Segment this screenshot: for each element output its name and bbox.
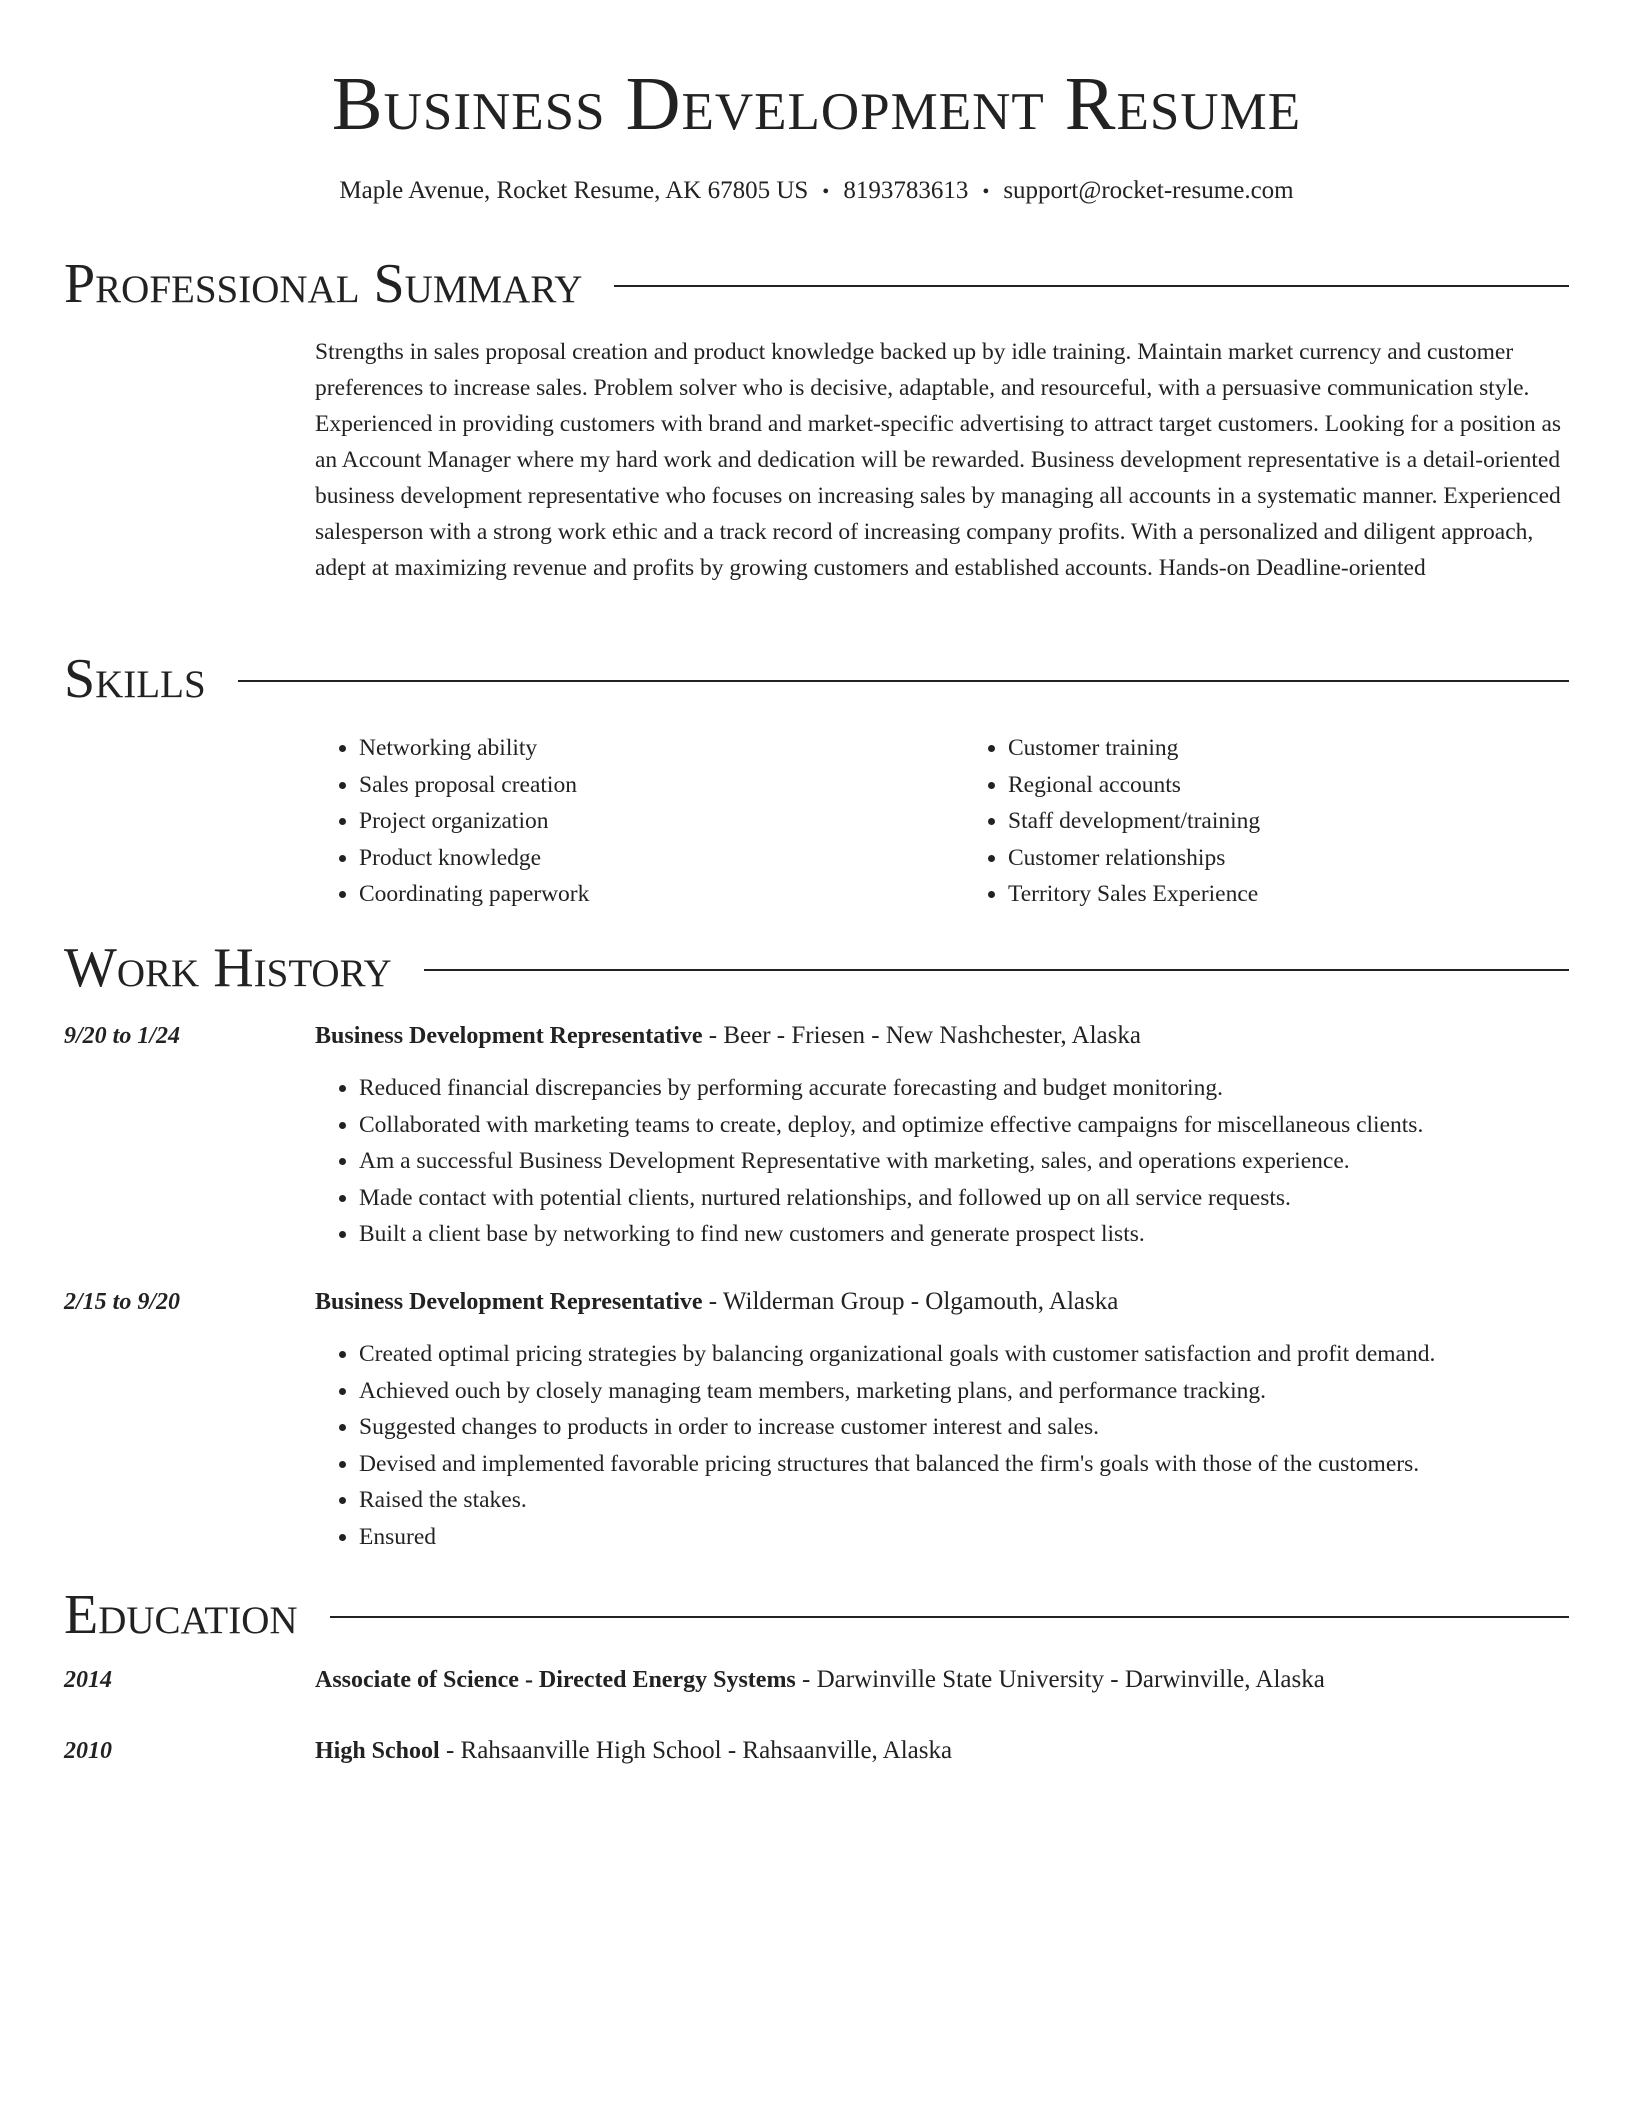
job-title-line: [315, 1284, 1569, 1320]
resume-title: Business Development Resume: [331, 62, 1302, 146]
job-bullet: • Collaborated with marketing teams to create, deploy, and optimize effective campaigns for miscellaneous clients.: [359, 1107, 1569, 1144]
skill-item: • Customer relationships: [1008, 840, 1569, 877]
job-bullet: • Am a successful Business Development Representative with marketing, sales, and operations experience.: [359, 1143, 1569, 1180]
summary-section-header: [64, 252, 1569, 316]
summary-heading: Professional Summary: [64, 253, 583, 315]
education-line: [315, 1662, 1569, 1698]
skill-item: • Customer training: [1008, 730, 1569, 767]
job-bullet: • Devised and implemented favorable pricing structures that balanced the firm's goals with those of the customers.: [359, 1446, 1569, 1483]
job-bullets: [315, 1336, 1569, 1555]
education-heading: Education: [64, 1584, 298, 1646]
education-degree: Associate of Science - Directed Energy Systems: [315, 1667, 796, 1693]
job-title: Business Development Representative: [315, 1023, 703, 1049]
email[interactable]: support@rocket-resume.com: [1003, 177, 1294, 204]
skill-item: • Regional accounts: [1008, 767, 1569, 804]
job-bullet: • Reduced financial discrepancies by performing accurate forecasting and budget monitoring.: [359, 1070, 1569, 1107]
work-heading: Work History: [64, 937, 392, 999]
skills-column-left: [315, 730, 920, 913]
skill-item: • Coordinating paperwork: [359, 876, 920, 913]
address: Maple Avenue, Rocket Resume, AK 67805 US: [339, 177, 809, 204]
job-bullet: • Achieved ouch by closely managing team members, marketing plans, and performance tracking.: [359, 1373, 1569, 1410]
job-bullet: • Made contact with potential clients, nurtured relationships, and followed up on all service requests.: [359, 1180, 1569, 1217]
skills-section-header: [64, 647, 1569, 711]
phone: 8193783613: [843, 177, 969, 204]
education-school: - Rahsaanville High School - Rahsaanville, Alaska: [439, 1737, 953, 1764]
job-bullets: [315, 1070, 1569, 1253]
section-divider: [330, 1616, 1569, 1618]
education-school: - Darwinville State University - Darwinville, Alaska: [795, 1666, 1325, 1693]
education-degree: High School: [315, 1738, 440, 1764]
contact-line: [64, 174, 1569, 209]
skill-item: • Staff development/training: [1008, 803, 1569, 840]
education-year: 2010: [64, 1738, 112, 1764]
skills-list: [315, 730, 1569, 913]
job-title-line: [315, 1018, 1569, 1054]
job-employer: - Beer - Friesen - New Nashchester, Alaska: [702, 1022, 1141, 1049]
education-year: 2014: [64, 1667, 112, 1693]
job-bullet: • Ensured: [359, 1519, 1569, 1556]
separator-dot: •: [982, 181, 990, 203]
skill-item: • Territory Sales Experience: [1008, 876, 1569, 913]
job-bullet: • Suggested changes to products in order to increase customer interest and sales.: [359, 1409, 1569, 1446]
work-section-header: [64, 936, 1569, 1000]
skills-column-right: [920, 730, 1569, 913]
job-bullet: • Created optimal pricing strategies by balancing organizational goals with customer satisfaction and profit demand.: [359, 1336, 1569, 1373]
separator-dot: •: [822, 181, 830, 203]
skill-item: • Product knowledge: [359, 840, 920, 877]
skill-item: • Networking ability: [359, 730, 920, 767]
job-bullet: • Built a client base by networking to find new customers and generate prospect lists.: [359, 1216, 1569, 1253]
job-title: Business Development Representative: [315, 1289, 703, 1315]
job-dates: 2/15 to 9/20: [64, 1289, 181, 1315]
section-divider: [614, 285, 1569, 287]
skill-item: • Sales proposal creation: [359, 767, 920, 804]
job-dates: 9/20 to 1/24: [64, 1023, 181, 1049]
education-line: [315, 1733, 1569, 1769]
job-bullet: • Raised the stakes.: [359, 1482, 1569, 1519]
section-divider: [424, 969, 1569, 971]
section-divider: [238, 680, 1569, 682]
education-section-header: [64, 1583, 1569, 1647]
skill-item: • Project organization: [359, 803, 920, 840]
skills-heading: Skills: [64, 648, 206, 710]
summary-text: Strengths in sales proposal creation and product knowledge backed up by idle training. Maintain market currency and customer preferences to increase sales. Problem solver who is decisive, adaptable, and resourceful, with a persuasive communication style. Experienced in providing customers with brand and market-specific advertising to attract target customers. Looking for a position as an Account Manager where my hard work and dedication will be rewarded. Business development representative is a detail-oriented business development representative who focuses on increasing sales by managing all accounts in a systematic manner. Experienced salesperson with a strong work ethic and a track record of increasing company profits. With a personalized and diligent approach, adept at maximizing revenue and profits by growing customers and established accounts. Hands-on Deadline-oriented: [315, 339, 1562, 581]
job-employer: - Wilderman Group - Olgamouth, Alaska: [702, 1288, 1119, 1315]
